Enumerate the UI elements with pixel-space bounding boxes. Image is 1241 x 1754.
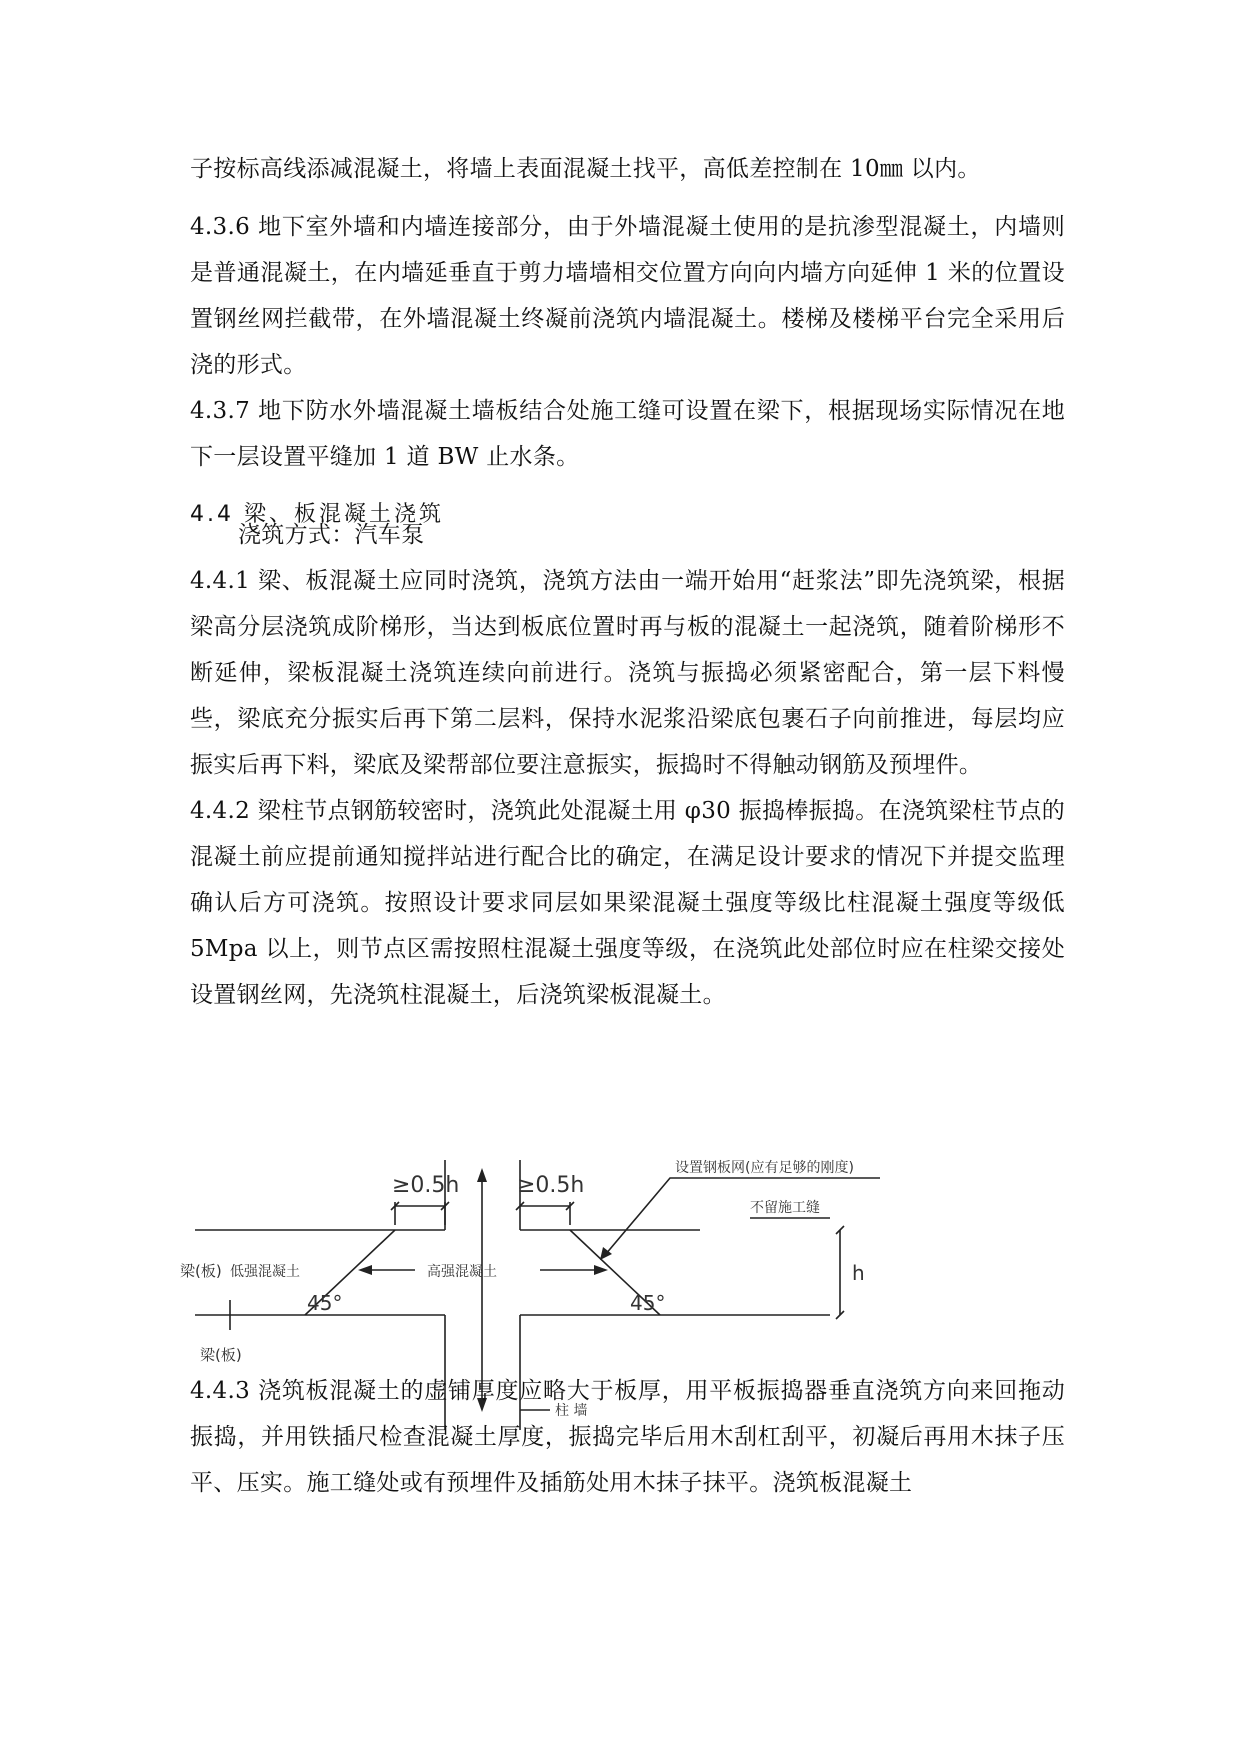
beam-slab-label-1: 梁(板) — [180, 1262, 222, 1280]
paragraph-4-3-6: 4.3.6 地下室外墙和内墙连接部分，由于外墙混凝土使用的是抗渗型混凝土，内墙则是普通混凝土，在内墙延垂直于剪力墙墙相交位置方向向内墙方向延伸 1 米的位置设置钢丝网拦截带，在外墙混凝土终凝前浇筑内墙混凝土。楼梯及楼梯平台完全采用后浇的形式。 — [190, 214, 1065, 378]
paragraph-4-4-1: 4.4.1 梁、板混凝土应同时浇筑，浇筑方法由一端开始用“赶浆法”即先浇筑梁，根据梁高分层浇筑成阶梯形，当达到板底位置时再与板的混凝土一起浇筑，随着阶梯形不断延伸，梁板混凝土浇筑连续向前进行。浇筑与振捣必须紧密配合，第一层下料慢些，梁底充分振实后再下第二层料，保持水泥浆沿梁底包裹石子向前推进，每层均应振实后再下料，梁底及梁帮部位要注意振实，振捣时不得触动钢筋及预埋件。 — [190, 568, 1065, 778]
paragraph-continuation: 子按标高线添减混凝土，将墙上表面混凝土找平，高低差控制在 10㎜ 以内。 — [190, 156, 981, 182]
text-block-bottom — [190, 1368, 1065, 1506]
dim-left-label: ≥0.5h — [392, 1173, 460, 1198]
arrow-up-head — [477, 1168, 487, 1182]
mesh-note-label: 设置钢板网(应有足够的刚度) — [675, 1160, 854, 1176]
arrow-right-head — [594, 1265, 608, 1275]
paragraph-4-3-7: 4.3.7 地下防水外墙混凝土墙板结合处施工缝可设置在梁下，根据现场实际情况在地下一层设置平缝加 1 道 BW 止水条。 — [190, 398, 1065, 470]
mesh-leader-line — [605, 1178, 880, 1255]
paragraph-4-4-2: 4.4.2 梁柱节点钢筋较密时，浇筑此处混凝土用 φ30 振捣棒振捣。在浇筑梁柱节点的混凝土前应提前通知搅拌站进行配合比的确定，在满足设计要求的情况下并提交监理确认后方可浇筑。按照设计要求同层如果梁混凝土强度等级比柱混凝土强度等级低 5Mpa 以上，则节点区需按照柱混凝土强度等级，在浇筑此处部位时应在柱梁交接处设置钢丝网，先浇筑柱混凝土，后浇筑梁板混凝土。 — [190, 798, 1065, 1008]
section-heading-4-4: 4.4 梁、板混凝土浇筑 — [190, 502, 444, 527]
column-wall-label: 柱 墙 — [555, 1403, 588, 1419]
arrow-left-head — [358, 1265, 372, 1275]
high-strength-label: 高强混凝土 — [427, 1264, 497, 1280]
text-block-middle — [190, 512, 1065, 1018]
angle-left-label: 45° — [307, 1291, 343, 1315]
dim-right-label: ≥0.5h — [517, 1173, 585, 1198]
low-strength-label: 低强混凝土 — [230, 1264, 300, 1280]
no-joint-label: 不留施工缝 — [750, 1200, 820, 1216]
text-block-top — [190, 146, 1065, 538]
pouring-method: 浇筑方式：汽车泵 — [238, 522, 425, 548]
angle-right-label: 45° — [630, 1291, 666, 1315]
height-h-label: h — [852, 1261, 865, 1285]
beam-slab-label-2: 梁(板) — [200, 1346, 242, 1364]
paragraph-4-4-3: 4.4.3 浇筑板混凝土的虚铺厚度应略大于板厚，用平板振捣器垂直浇筑方向来回拖动振捣，并用铁插尺检查混凝土厚度，振捣完毕后用木刮杠刮平，初凝后再用木抹子压平、压实。施工缝处或有预埋件及插筋处用木抹子抹平。浇筑板混凝土 — [190, 1378, 1065, 1496]
